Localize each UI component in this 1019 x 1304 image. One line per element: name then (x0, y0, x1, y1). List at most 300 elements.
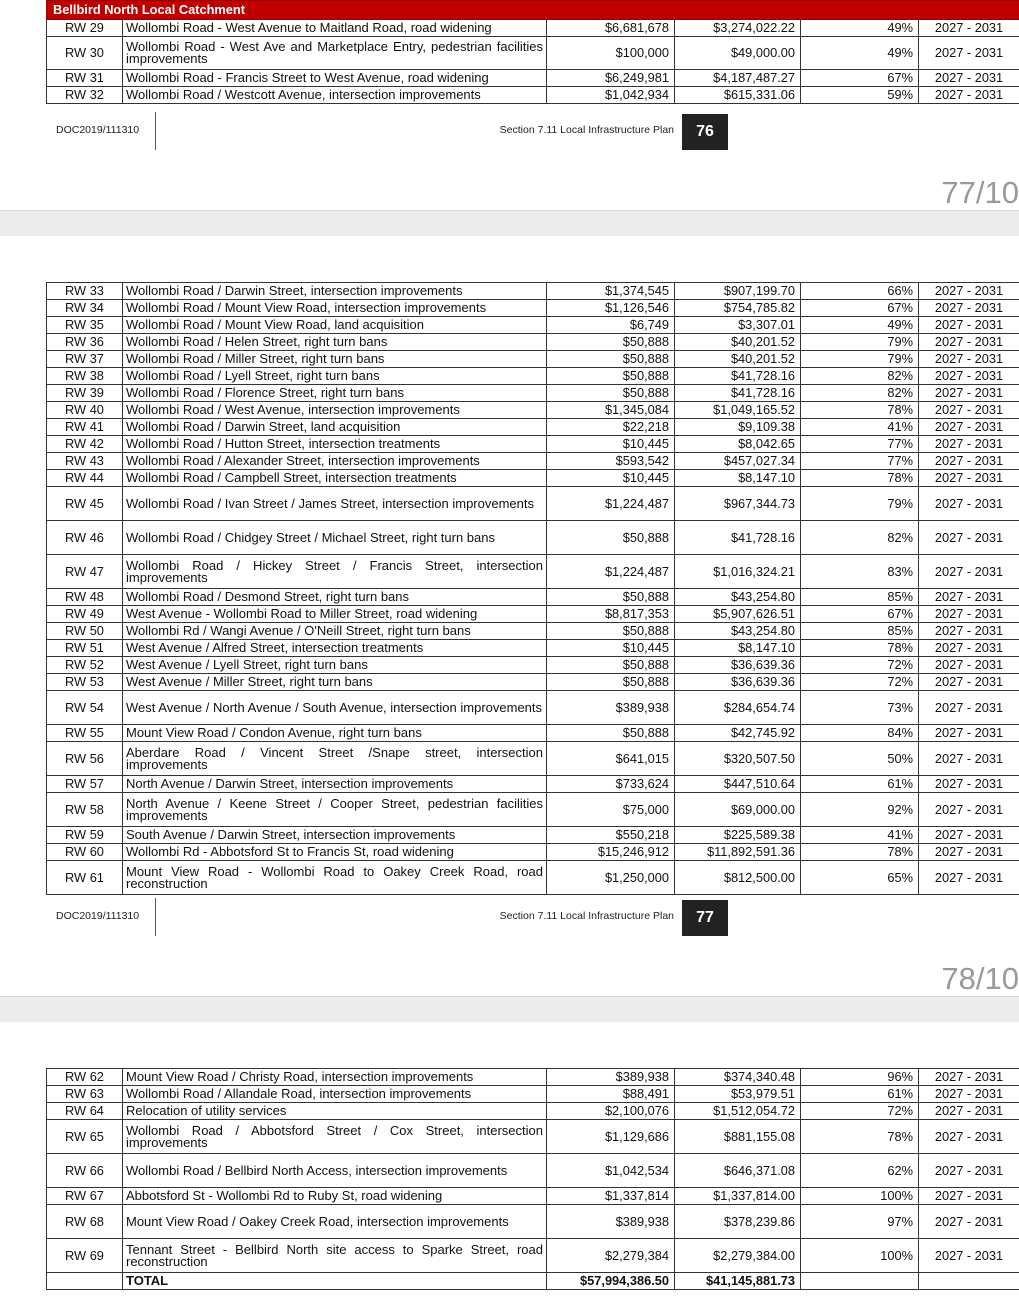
table-row (47, 283, 1019, 300)
table-row (47, 776, 1019, 793)
item-apportioned-cost: $43,254.80 (675, 589, 801, 606)
item-timing: 2027 - 2031 (919, 1069, 1019, 1086)
page-footer (46, 898, 728, 936)
page-separator (0, 996, 1019, 997)
item-apportioned-cost: $754,785.82 (675, 300, 801, 317)
item-apportionment-percent: 62% (801, 1154, 919, 1188)
item-apportioned-cost: $4,187,487.27 (675, 70, 801, 87)
footer-divider (155, 112, 156, 150)
item-description: Wollombi Road / Miller Street, right turn bans (123, 351, 547, 368)
table-row (47, 1069, 1019, 1086)
item-apportioned-cost: $1,512,054.72 (675, 1103, 801, 1120)
item-timing: 2027 - 2031 (919, 385, 1019, 402)
item-cost: $10,445 (547, 436, 675, 453)
item-cost: $22,218 (547, 419, 675, 436)
item-apportioned-cost: $1,049,165.52 (675, 402, 801, 419)
item-id: RW 30 (47, 37, 123, 70)
table-row (47, 70, 1019, 87)
item-apportionment-percent: 72% (801, 657, 919, 674)
item-cost: $50,888 (547, 589, 675, 606)
item-apportioned-cost: $812,500.00 (675, 861, 801, 895)
item-description: Wollombi Road / Desmond Street, right turn bans (123, 589, 547, 606)
item-description: Relocation of utility services (123, 1103, 547, 1120)
document-number: DOC2019/111310 (56, 124, 140, 136)
item-timing: 2027 - 2031 (919, 1120, 1019, 1154)
item-cost: $1,250,000 (547, 861, 675, 895)
item-apportioned-cost: $43,254.80 (675, 623, 801, 640)
item-apportioned-cost: $9,109.38 (675, 419, 801, 436)
item-apportioned-cost: $49,000.00 (675, 37, 801, 70)
table-row (47, 844, 1019, 861)
table-row (47, 385, 1019, 402)
item-description: Wollombi Road / Westcott Avenue, intersection improvements (123, 87, 547, 104)
item-description: West Avenue / Miller Street, right turn bans (123, 674, 547, 691)
item-description: Wollombi Road / Chidgey Street / Michael Street, right turn bans (123, 521, 547, 555)
item-apportionment-percent: 78% (801, 402, 919, 419)
table-row (47, 861, 1019, 895)
item-id: RW 59 (47, 827, 123, 844)
table-row (47, 657, 1019, 674)
item-apportionment-percent: 73% (801, 691, 919, 725)
item-apportioned-cost: $40,201.52 (675, 351, 801, 368)
item-description: Wollombi Road - West Ave and Marketplace Entry, pedestrian facilities improvements (123, 37, 547, 70)
item-apportionment-percent: 67% (801, 70, 919, 87)
item-cost: $593,542 (547, 453, 675, 470)
item-apportionment-percent: 67% (801, 606, 919, 623)
item-apportioned-cost: $881,155.08 (675, 1120, 801, 1154)
item-id: RW 53 (47, 674, 123, 691)
item-apportioned-cost: $374,340.48 (675, 1069, 801, 1086)
document-page-76 (0, 0, 1019, 210)
item-apportionment-percent: 59% (801, 87, 919, 104)
item-timing: 2027 - 2031 (919, 1188, 1019, 1205)
item-description: Wollombi Road / Hickey Street / Francis Street, intersection improvements (123, 555, 547, 589)
item-id: RW 36 (47, 334, 123, 351)
item-apportioned-cost: $447,510.64 (675, 776, 801, 793)
document-number: DOC2019/111310 (56, 910, 140, 922)
item-apportioned-cost: $8,147.10 (675, 470, 801, 487)
item-cost: $8,817,353 (547, 606, 675, 623)
item-apportioned-cost: $41,728.16 (675, 385, 801, 402)
item-cost: $6,749 (547, 317, 675, 334)
item-timing: 2027 - 2031 (919, 487, 1019, 521)
item-cost: $50,888 (547, 385, 675, 402)
item-description: Mount View Road / Oakey Creek Road, intersection improvements (123, 1205, 547, 1239)
item-id: RW 41 (47, 419, 123, 436)
item-description: West Avenue / Alfred Street, intersection treatments (123, 640, 547, 657)
item-description: Wollombi Road - Francis Street to West Avenue, road widening (123, 70, 547, 87)
table-row (47, 87, 1019, 104)
item-id: RW 65 (47, 1120, 123, 1154)
item-apportionment-percent: 41% (801, 419, 919, 436)
item-cost: $6,249,981 (547, 70, 675, 87)
item-timing: 2027 - 2031 (919, 351, 1019, 368)
total-label: TOTAL (123, 1273, 547, 1290)
item-timing: 2027 - 2031 (919, 1205, 1019, 1239)
item-cost: $50,888 (547, 334, 675, 351)
item-apportioned-cost: $42,745.92 (675, 725, 801, 742)
item-id: RW 58 (47, 793, 123, 827)
item-description: North Avenue / Keene Street / Cooper Street, pedestrian facilities improvements (123, 793, 547, 827)
item-timing: 2027 - 2031 (919, 1103, 1019, 1120)
item-apportionment-percent: 97% (801, 1205, 919, 1239)
item-description: Wollombi Road / Bellbird North Access, intersection improvements (123, 1154, 547, 1188)
item-cost: $550,218 (547, 827, 675, 844)
item-apportionment-percent: 50% (801, 742, 919, 776)
item-apportionment-percent: 79% (801, 487, 919, 521)
item-cost: $1,129,686 (547, 1120, 675, 1154)
item-apportioned-cost: $3,307.01 (675, 317, 801, 334)
item-apportioned-cost: $69,000.00 (675, 793, 801, 827)
item-description: Wollombi Road / Helen Street, right turn bans (123, 334, 547, 351)
table-row (47, 1239, 1019, 1273)
item-cost: $10,445 (547, 470, 675, 487)
item-cost: $6,681,678 (547, 20, 675, 37)
item-apportionment-percent: 79% (801, 351, 919, 368)
item-apportioned-cost: $11,892,591.36 (675, 844, 801, 861)
table-row (47, 640, 1019, 657)
catchment-title: Bellbird North Local Catchment (47, 1, 1019, 20)
item-timing: 2027 - 2031 (919, 300, 1019, 317)
item-cost: $1,374,545 (547, 283, 675, 300)
item-apportioned-cost: $41,728.16 (675, 368, 801, 385)
page-footer (46, 112, 728, 150)
item-description: West Avenue / North Avenue / South Avenue, intersection improvements (123, 691, 547, 725)
table-row (47, 1103, 1019, 1120)
item-description: Wollombi Rd - Abbotsford St to Francis St, road widening (123, 844, 547, 861)
table-row (47, 470, 1019, 487)
item-description: Wollombi Road / Campbell Street, intersection treatments (123, 470, 547, 487)
item-cost: $50,888 (547, 725, 675, 742)
item-id: RW 39 (47, 385, 123, 402)
item-apportionment-percent: 66% (801, 283, 919, 300)
item-timing: 2027 - 2031 (919, 436, 1019, 453)
item-id: RW 42 (47, 436, 123, 453)
item-id: RW 44 (47, 470, 123, 487)
item-timing: 2027 - 2031 (919, 37, 1019, 70)
item-apportionment-percent: 78% (801, 470, 919, 487)
item-apportionment-percent: 78% (801, 640, 919, 657)
item-cost: $100,000 (547, 37, 675, 70)
item-id: RW 60 (47, 844, 123, 861)
item-cost: $389,938 (547, 1069, 675, 1086)
item-apportionment-percent: 49% (801, 317, 919, 334)
item-id: RW 38 (47, 368, 123, 385)
item-id: RW 54 (47, 691, 123, 725)
item-cost: $50,888 (547, 674, 675, 691)
item-id: RW 63 (47, 1086, 123, 1103)
item-timing: 2027 - 2031 (919, 657, 1019, 674)
page-indicator: 77/10 (941, 175, 1019, 210)
item-description: Wollombi Road / Alexander Street, intersection improvements (123, 453, 547, 470)
item-apportioned-cost: $320,507.50 (675, 742, 801, 776)
item-timing: 2027 - 2031 (919, 368, 1019, 385)
item-apportioned-cost: $907,199.70 (675, 283, 801, 300)
item-id: RW 32 (47, 87, 123, 104)
item-apportionment-percent: 96% (801, 1069, 919, 1086)
item-cost: $50,888 (547, 623, 675, 640)
item-timing: 2027 - 2031 (919, 402, 1019, 419)
table-row (47, 436, 1019, 453)
item-id: RW 62 (47, 1069, 123, 1086)
item-id: RW 52 (47, 657, 123, 674)
item-timing: 2027 - 2031 (919, 317, 1019, 334)
item-cost: $1,042,934 (547, 87, 675, 104)
item-description: Wollombi Road / Darwin Street, land acquisition (123, 419, 547, 436)
item-cost: $1,337,814 (547, 1188, 675, 1205)
item-id: RW 55 (47, 725, 123, 742)
item-timing: 2027 - 2031 (919, 521, 1019, 555)
item-timing: 2027 - 2031 (919, 691, 1019, 725)
item-description: Wollombi Road / Florence Street, right turn bans (123, 385, 547, 402)
item-cost: $733,624 (547, 776, 675, 793)
item-timing: 2027 - 2031 (919, 453, 1019, 470)
item-apportioned-cost: $36,639.36 (675, 674, 801, 691)
item-timing: 2027 - 2031 (919, 674, 1019, 691)
item-description: Wollombi Road - West Avenue to Maitland Road, road widening (123, 20, 547, 37)
page-indicator: 78/10 (941, 961, 1019, 996)
table-row (47, 1154, 1019, 1188)
item-description: Wollombi Road / Hutton Street, intersection treatments (123, 436, 547, 453)
item-description: Wollombi Road / Mount View Road, land acquisition (123, 317, 547, 334)
item-cost: $1,224,487 (547, 487, 675, 521)
item-id: RW 61 (47, 861, 123, 895)
item-apportionment-percent: 77% (801, 436, 919, 453)
item-cost: $1,224,487 (547, 555, 675, 589)
table-row (47, 487, 1019, 521)
item-apportioned-cost: $40,201.52 (675, 334, 801, 351)
section-title: Section 7.11 Local Infrastructure Plan (499, 910, 674, 922)
item-id: RW 64 (47, 1103, 123, 1120)
item-apportioned-cost: $41,728.16 (675, 521, 801, 555)
table-row (47, 1188, 1019, 1205)
page-separator (0, 210, 1019, 211)
item-apportionment-percent: 61% (801, 776, 919, 793)
item-timing: 2027 - 2031 (919, 606, 1019, 623)
item-timing: 2027 - 2031 (919, 742, 1019, 776)
item-apportionment-percent: 82% (801, 368, 919, 385)
item-description: Wollombi Road / Mount View Road, intersection improvements (123, 300, 547, 317)
item-apportioned-cost: $284,654.74 (675, 691, 801, 725)
item-description: Wollombi Rd / Wangi Avenue / O'Neill Street, right turn bans (123, 623, 547, 640)
item-cost: $50,888 (547, 368, 675, 385)
item-apportioned-cost: $1,337,814.00 (675, 1188, 801, 1205)
item-cost: $1,345,084 (547, 402, 675, 419)
document-page-78 (0, 1022, 1019, 1304)
item-apportionment-percent: 72% (801, 674, 919, 691)
item-apportionment-percent: 65% (801, 861, 919, 895)
item-cost: $1,042,534 (547, 1154, 675, 1188)
item-timing: 2027 - 2031 (919, 1154, 1019, 1188)
item-apportioned-cost: $646,371.08 (675, 1154, 801, 1188)
item-id: RW 48 (47, 589, 123, 606)
item-apportionment-percent: 78% (801, 1120, 919, 1154)
item-apportionment-percent: 61% (801, 1086, 919, 1103)
item-apportioned-cost: $1,016,324.21 (675, 555, 801, 589)
item-description: North Avenue / Darwin Street, intersection improvements (123, 776, 547, 793)
item-timing: 2027 - 2031 (919, 555, 1019, 589)
table-row (47, 521, 1019, 555)
item-apportionment-percent: 67% (801, 300, 919, 317)
item-description: Aberdare Road / Vincent Street /Snape street, intersection improvements (123, 742, 547, 776)
section-title: Section 7.11 Local Infrastructure Plan (499, 124, 674, 136)
item-id: RW 56 (47, 742, 123, 776)
item-cost: $2,279,384 (547, 1239, 675, 1273)
item-description: Wollombi Road / West Avenue, intersection improvements (123, 402, 547, 419)
item-id: RW 66 (47, 1154, 123, 1188)
item-timing: 2027 - 2031 (919, 283, 1019, 300)
total-timing (919, 1273, 1019, 1290)
item-description: Wollombi Road / Allandale Road, intersection improvements (123, 1086, 547, 1103)
item-id: RW 43 (47, 453, 123, 470)
item-apportionment-percent: 83% (801, 555, 919, 589)
item-id: RW 51 (47, 640, 123, 657)
item-timing: 2027 - 2031 (919, 334, 1019, 351)
item-apportionment-percent: 79% (801, 334, 919, 351)
item-timing: 2027 - 2031 (919, 1239, 1019, 1273)
item-apportioned-cost: $967,344.73 (675, 487, 801, 521)
item-cost: $50,888 (547, 657, 675, 674)
item-apportionment-percent: 78% (801, 844, 919, 861)
item-apportioned-cost: $615,331.06 (675, 87, 801, 104)
item-description: Mount View Road / Christy Road, intersection improvements (123, 1069, 547, 1086)
item-cost: $75,000 (547, 793, 675, 827)
table-row (47, 351, 1019, 368)
item-description: Wollombi Road / Abbotsford Street / Cox Street, intersection improvements (123, 1120, 547, 1154)
item-cost: $389,938 (547, 1205, 675, 1239)
page-number: 76 (682, 114, 728, 150)
table-row (47, 300, 1019, 317)
item-cost: $641,015 (547, 742, 675, 776)
item-description: Mount View Road - Wollombi Road to Oakey Creek Road, road reconstruction (123, 861, 547, 895)
item-id: RW 68 (47, 1205, 123, 1239)
item-cost: $389,938 (547, 691, 675, 725)
item-id: RW 45 (47, 487, 123, 521)
table-row (47, 1120, 1019, 1154)
item-id: RW 35 (47, 317, 123, 334)
item-description: Wollombi Road / Lyell Street, right turn bans (123, 368, 547, 385)
item-apportioned-cost: $2,279,384.00 (675, 1239, 801, 1273)
table-row (47, 317, 1019, 334)
item-timing: 2027 - 2031 (919, 725, 1019, 742)
table-row (47, 606, 1019, 623)
total-row (47, 1273, 1019, 1290)
item-timing: 2027 - 2031 (919, 827, 1019, 844)
item-id: RW 50 (47, 623, 123, 640)
table-row (47, 453, 1019, 470)
table-row (47, 691, 1019, 725)
item-cost: $50,888 (547, 521, 675, 555)
item-apportionment-percent: 82% (801, 521, 919, 555)
item-timing: 2027 - 2031 (919, 589, 1019, 606)
item-timing: 2027 - 2031 (919, 70, 1019, 87)
item-timing: 2027 - 2031 (919, 20, 1019, 37)
item-description: Abbotsford St - Wollombi Rd to Ruby St, road widening (123, 1188, 547, 1205)
item-apportionment-percent: 100% (801, 1188, 919, 1205)
item-apportioned-cost: $8,042.65 (675, 436, 801, 453)
item-apportionment-percent: 49% (801, 20, 919, 37)
infrastructure-table (46, 282, 1019, 895)
item-apportionment-percent: 77% (801, 453, 919, 470)
table-row (47, 334, 1019, 351)
footer-divider (155, 898, 156, 936)
item-apportioned-cost: $3,274,022.22 (675, 20, 801, 37)
item-apportioned-cost: $5,907,626.51 (675, 606, 801, 623)
item-apportioned-cost: $36,639.36 (675, 657, 801, 674)
document-page-77 (0, 236, 1019, 996)
item-timing: 2027 - 2031 (919, 793, 1019, 827)
item-apportioned-cost: $8,147.10 (675, 640, 801, 657)
item-id: RW 40 (47, 402, 123, 419)
catchment-header-row (47, 1, 1019, 20)
table-row (47, 1205, 1019, 1239)
total-cost: $57,994,386.50 (547, 1273, 675, 1290)
item-cost: $2,100,076 (547, 1103, 675, 1120)
item-apportionment-percent: 72% (801, 1103, 919, 1120)
item-cost: $10,445 (547, 640, 675, 657)
item-cost: $88,491 (547, 1086, 675, 1103)
item-timing: 2027 - 2031 (919, 1086, 1019, 1103)
item-timing: 2027 - 2031 (919, 419, 1019, 436)
table-row (47, 20, 1019, 37)
item-id: RW 34 (47, 300, 123, 317)
item-apportionment-percent: 85% (801, 623, 919, 640)
item-id: RW 29 (47, 20, 123, 37)
item-apportionment-percent: 82% (801, 385, 919, 402)
infrastructure-table (46, 1068, 1019, 1290)
item-id: RW 69 (47, 1239, 123, 1273)
item-description: Wollombi Road / Ivan Street / James Street, intersection improvements (123, 487, 547, 521)
item-id: RW 47 (47, 555, 123, 589)
item-apportioned-cost: $225,589.38 (675, 827, 801, 844)
item-timing: 2027 - 2031 (919, 844, 1019, 861)
table-row (47, 827, 1019, 844)
table-row (47, 674, 1019, 691)
item-description: West Avenue / Lyell Street, right turn bans (123, 657, 547, 674)
item-timing: 2027 - 2031 (919, 776, 1019, 793)
table-row (47, 742, 1019, 776)
table-row (47, 368, 1019, 385)
total-apportioned-cost: $41,145,881.73 (675, 1273, 801, 1290)
total-id (47, 1273, 123, 1290)
item-apportioned-cost: $53,979.51 (675, 1086, 801, 1103)
table-row (47, 402, 1019, 419)
page-number: 77 (682, 900, 728, 936)
table-row (47, 725, 1019, 742)
table-row (47, 419, 1019, 436)
item-id: RW 49 (47, 606, 123, 623)
item-cost: $15,246,912 (547, 844, 675, 861)
item-apportionment-percent: 85% (801, 589, 919, 606)
item-id: RW 57 (47, 776, 123, 793)
table-row (47, 793, 1019, 827)
item-description: West Avenue - Wollombi Road to Miller Street, road widening (123, 606, 547, 623)
item-id: RW 33 (47, 283, 123, 300)
item-apportionment-percent: 49% (801, 37, 919, 70)
total-percent (801, 1273, 919, 1290)
table-row (47, 1086, 1019, 1103)
item-timing: 2027 - 2031 (919, 87, 1019, 104)
item-description: Tennant Street - Bellbird North site access to Sparke Street, road reconstruction (123, 1239, 547, 1273)
table-row (47, 37, 1019, 70)
item-id: RW 46 (47, 521, 123, 555)
item-apportionment-percent: 84% (801, 725, 919, 742)
item-description: Mount View Road / Condon Avenue, right turn bans (123, 725, 547, 742)
table-row (47, 589, 1019, 606)
item-timing: 2027 - 2031 (919, 640, 1019, 657)
item-description: South Avenue / Darwin Street, intersection improvements (123, 827, 547, 844)
infrastructure-table (46, 0, 1019, 104)
